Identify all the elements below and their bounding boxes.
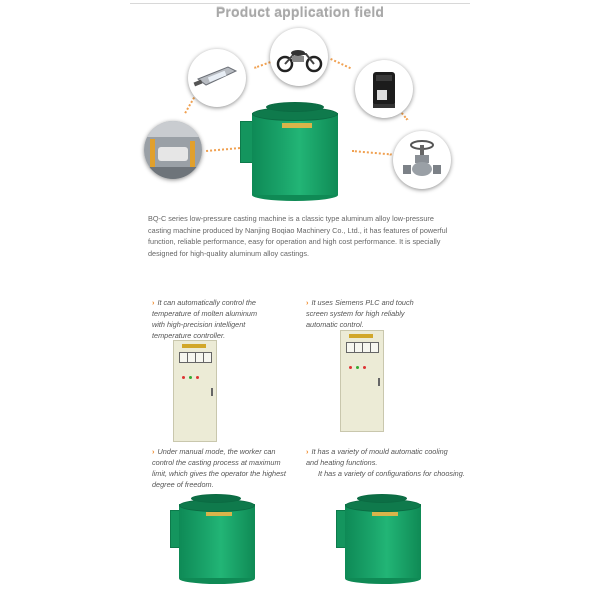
street-lamp-icon — [188, 49, 246, 107]
bullet-icon: › — [306, 298, 309, 307]
coffee-machine-icon — [355, 60, 413, 118]
control-cabinet-image — [173, 340, 217, 442]
control-cabinet-image — [340, 330, 384, 432]
application-valve — [393, 131, 451, 189]
bullet-icon: › — [306, 447, 309, 456]
feature-temperature-control: › It can automatically control the temperature of molten aluminum with high-precision intelligent temperature controller. — [152, 298, 258, 340]
application-street-lamp — [188, 49, 246, 107]
feature-plc-control: › It uses Siemens PLC and touch screen system for high reliably automatic control. — [306, 298, 414, 329]
page-title: Product application field — [215, 4, 385, 20]
application-motorcycle — [270, 28, 328, 86]
intro-paragraph: BQ-C series low-pressure casting machine is a classic type aluminum alloy low-pressure casting machine produced by Nanjing Boqiao Machinery Co., Ltd., it has features of powerful function, reliable performance, easy for operation and high cost performance. It is specially designed for high-quality aluminum alloy castings. — [148, 214, 448, 259]
car-factory-icon — [144, 121, 202, 179]
connector-dots — [184, 97, 195, 114]
casting-furnace-image — [238, 101, 342, 201]
feature-mould-cooling: › It has a variety of mould automatic cooling and heating functions. It has a variety of configurations for choosing. — [306, 447, 465, 478]
application-coffee-machine — [355, 60, 413, 118]
bullet-icon: › — [152, 298, 155, 307]
bullet-icon: › — [152, 447, 155, 456]
connector-dots — [330, 58, 351, 69]
application-car-factory — [144, 121, 202, 179]
casting-furnace-image — [336, 494, 426, 584]
casting-furnace-image — [170, 494, 260, 584]
connector-dots — [352, 150, 392, 155]
valve-icon — [393, 131, 451, 189]
motorcycle-icon — [270, 28, 328, 86]
feature-manual-mode: › Under manual mode, the worker can control the casting process at maximum limit, which gives the operator the highest degree of freedom. — [152, 447, 286, 489]
